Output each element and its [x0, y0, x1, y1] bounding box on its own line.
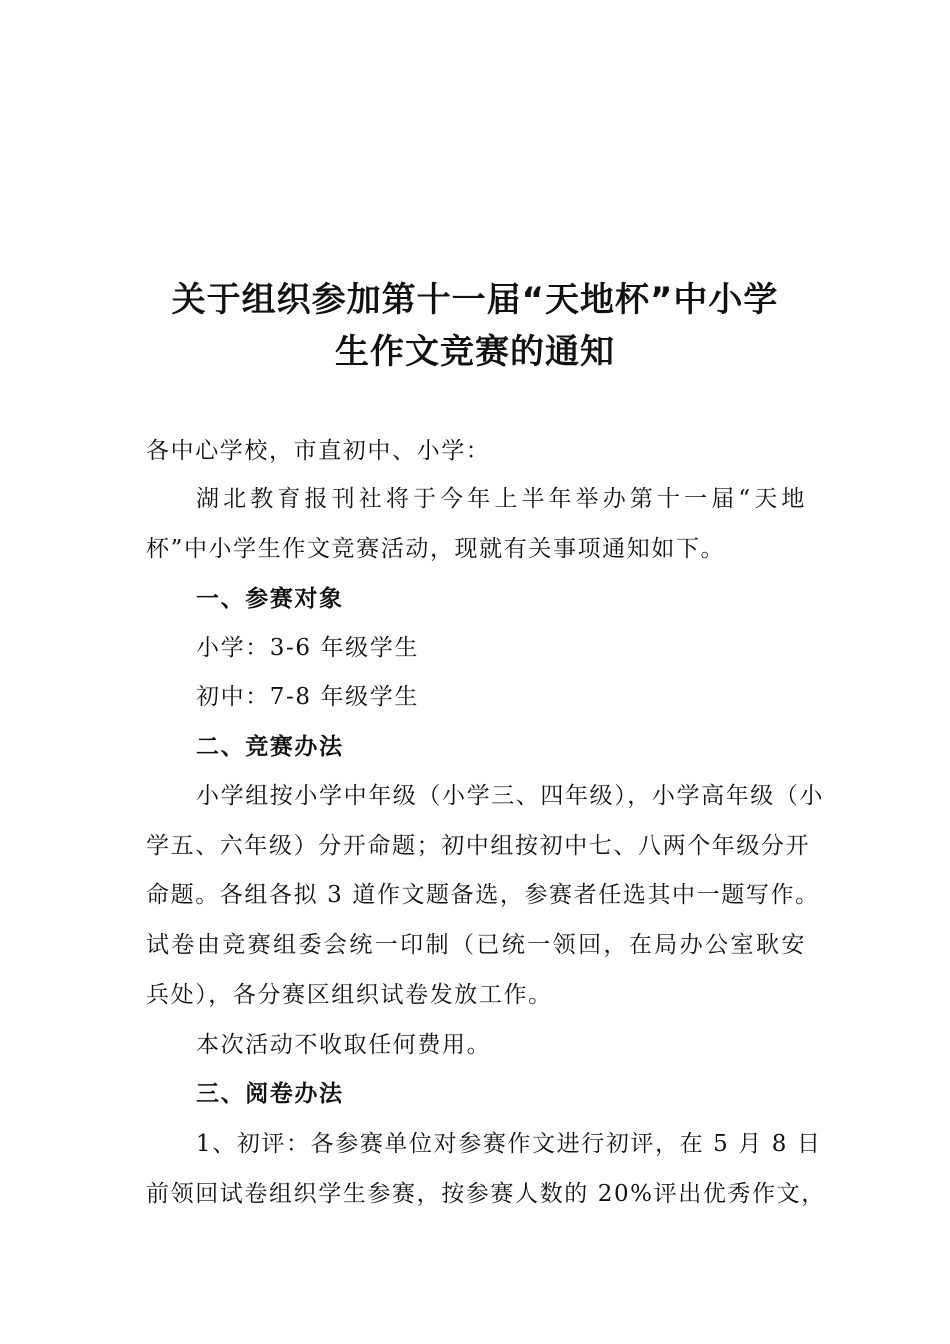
- method-paragraph-line: 兵处），各分赛区组织试卷发放工作。: [146, 982, 553, 1008]
- fee-notice: 本次活动不收取任何费用。: [196, 1032, 492, 1058]
- method-paragraph-line: 小学组按小学中年级（小学三、四年级），小学高年级（小: [196, 783, 825, 809]
- grading-paragraph-line: 1、初评：各参赛单位对参赛作文进行初评，在 5 月 8 日: [196, 1131, 822, 1157]
- participants-item-junior: 初中：7-8 年级学生: [196, 684, 419, 710]
- document-title-line-2: 生作文竞赛的通知: [335, 332, 615, 372]
- section-heading-participants: 一、参赛对象: [196, 586, 344, 612]
- salutation: 各中心学校，市直初中、小学：: [146, 438, 491, 464]
- intro-paragraph-line: 杯”中小学生作文竞赛活动，现就有关事项通知如下。: [146, 536, 726, 562]
- intro-paragraph-line: 湖北教育报刊社将于今年上半年举办第十一届“天地: [196, 486, 806, 512]
- participants-item-primary: 小学：3-6 年级学生: [196, 635, 419, 661]
- section-heading-method: 二、竞赛办法: [196, 734, 344, 760]
- method-paragraph-line: 试卷由竞赛组委会统一印制（已统一领回，在局办公室耿安: [146, 932, 806, 958]
- section-heading-grading: 三、阅卷办法: [196, 1081, 344, 1107]
- method-paragraph-line: 学五、六年级）分开命题；初中组按初中七、八两个年级分开: [146, 833, 811, 859]
- grading-paragraph-line: 前领回试卷组织学生参赛，按参赛人数的 20%评出优秀作文，: [146, 1181, 826, 1207]
- method-paragraph-line: 命题。各组各拟 3 道作文题备选，参赛者任选其中一题写作。: [146, 882, 820, 908]
- document-title-line-1: 关于组织参加第十一届“天地杯”中小学: [171, 280, 779, 320]
